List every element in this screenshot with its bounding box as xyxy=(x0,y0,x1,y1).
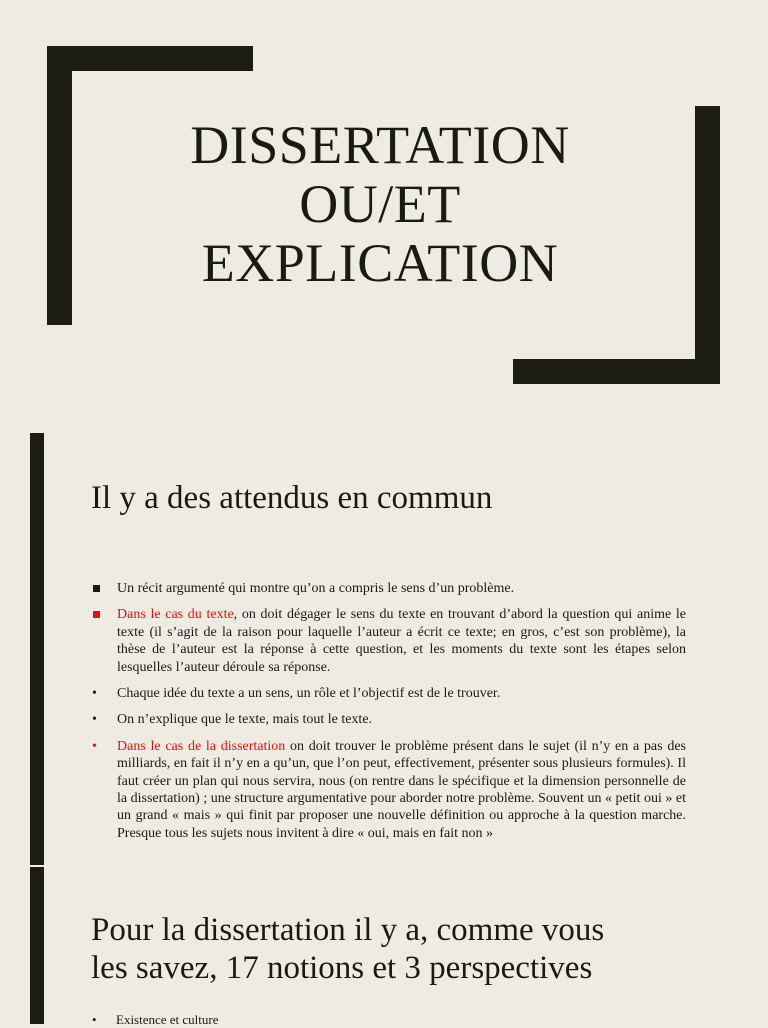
bullet-text: On n’explique que le texte, mais tout le texte. xyxy=(117,712,373,728)
section-heading xyxy=(91,911,604,987)
bullet-list xyxy=(92,580,686,851)
list-item xyxy=(92,685,686,702)
heading-line: les savez, 17 notions et 3 perspectives xyxy=(91,950,593,986)
slide-left-accent-bar xyxy=(30,433,44,865)
slide-left-accent-bar xyxy=(30,867,44,1024)
section-heading: Il y a des attendus en commun xyxy=(91,480,493,516)
list-item xyxy=(92,580,686,597)
highlighted-text: Dans le cas de la dissertation xyxy=(117,738,286,754)
bullet-text: , on doit dégager le sens du texte en trouvant d’abord la question qui anime le texte (il s’agit de la raison pour laquelle l’auteur a écrit ce texte; en gros, c’est son problème), la thèse de l’auteur est la réponse à cette question, et les moments du texte sont les étapes selon lesquelles l’auteur déroule sa réponse. xyxy=(117,607,686,675)
bullet-text: Un récit argumenté qui montre qu’on a compris le sens d’un problème. xyxy=(117,581,515,596)
title-line: DISSERTATION xyxy=(190,115,570,175)
frame-top-left-vertical xyxy=(47,46,72,325)
frame-top-left-horizontal xyxy=(47,46,253,71)
title-line: OU/ET xyxy=(299,174,461,234)
list-item xyxy=(92,738,686,842)
highlighted-text: Dans le cas du texte xyxy=(117,607,234,623)
list-item xyxy=(92,711,686,728)
bullet-text: on doit trouver le problème présent dans le sujet (il n’y en a pas des milliards, en fait il n’y en a qu’un, que l’on peut, effectivement, présenter sous plusieurs formules). Il faut créer un plan qui nous servira, nous (on rentre dans le spécifique et la dimension personnelle de la dissertation) ; une structure argumentative pour aborder notre problème. Souvent un « petit oui » et un grand « mais » qui finit par proposer une nouvelle définition ou approche à la question marche. Presque tous les sujets nous invitent à dire « oui, mais en fait non » xyxy=(117,738,686,841)
notion-list xyxy=(92,1012,219,1028)
list-item xyxy=(92,1012,219,1028)
frame-bottom-right-horizontal xyxy=(513,359,720,384)
page-title xyxy=(130,116,630,293)
heading-line: Pour la dissertation il y a, comme vous xyxy=(91,912,605,948)
notion-text: Existence et culture xyxy=(116,1012,219,1027)
bullet-text: Chaque idée du texte a un sens, un rôle et l’objectif est de le trouver. xyxy=(117,686,501,702)
list-item xyxy=(92,606,686,676)
frame-bottom-right-vertical xyxy=(695,106,720,384)
title-line: EXPLICATION xyxy=(201,233,559,293)
